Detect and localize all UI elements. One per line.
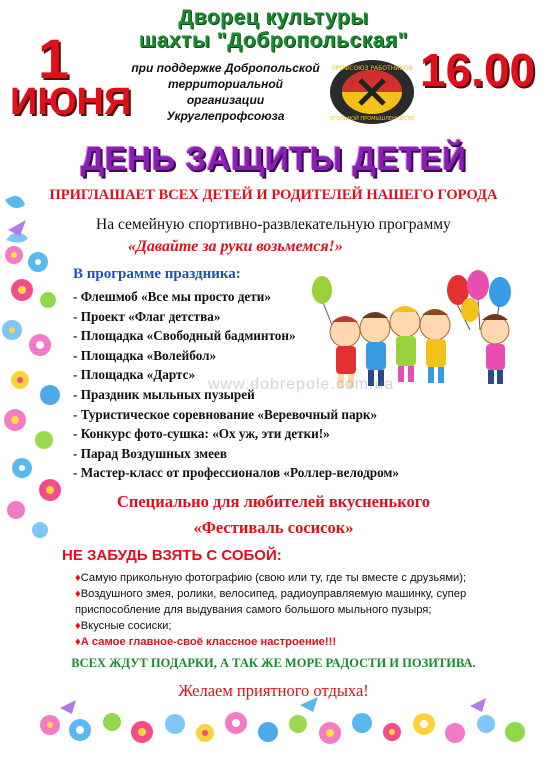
watermark: www.dobrepole.com.ua [208,376,395,393]
palace-name: Дворец культуры [178,6,369,29]
invite-text: ПРИГЛАШАЕТ ВСЕХ ДЕТЕЙ И РОДИТЕЛЕЙ НАШЕГО ГОРОДА [49,187,498,203]
program-item: - Проект «Флаг детства» [73,308,221,324]
bottom-flower-border [40,697,525,744]
bring-heading: НЕ ЗАБУДЬ ВЗЯТЬ С СОБОЙ: [62,547,282,564]
emblem-text-bottom: УГОЛЬНОЙ ПРОМЫШЛЕННОСТИ [330,116,414,122]
support-text: при поддержке Добропольской территориальной организации Укруглепрофсоюза [131,61,320,123]
bring-list [75,570,515,650]
date-day: 1 [38,27,70,90]
diamond-bullet-icon: ♦ [75,588,81,600]
program-item: - Площадка «Волейбол» [73,347,217,363]
event-time: 16.00 [420,44,536,96]
program-item: - Мастер-класс от профессионалов «Роллер-велодром» [73,465,400,481]
bring-item: ♦Вкусные сосиски; [75,620,172,632]
special-line-1: Специально для любителей вкусненького [116,492,431,511]
bring-item: ♦Воздушного змея, ролики, велосипед, радиоуправляемую машинку, супер приспособление для выдувания самого большого мыльного пузыря; [75,588,467,616]
bring-item: ♦Самую прикольную фотографию (свою или ту, где ты вместе с друзьями); [75,572,467,584]
emblem-text-top: ПРОФСОЮЗ РАБОТНИКОВ [331,65,413,72]
bring-item: ♦А самое главное-своё классное настроение!!! [75,636,337,648]
diamond-bullet-icon: ♦ [75,620,81,632]
special-section [0,489,547,541]
program-item: - Площадка «Свободный бадминтон» [73,328,296,344]
slogan: «Давайте за руки возьмемся!» [128,238,343,255]
date-month: ИЮНЯ [10,81,132,123]
diamond-bullet-icon: ♦ [75,636,81,648]
diamond-bullet-icon: ♦ [75,572,81,584]
program-item: - Парад Воздушных змеев [73,445,227,461]
mine-name: шахты "Добропольская" [138,29,409,52]
program-intro: На семейную спортивно-развлекательную программу [96,216,451,233]
program-item: - Туристическое соревнование «Веревочный парк» [73,406,378,422]
program-item: - Площадка «Дартс» [73,367,196,383]
wish-text: Желаем приятного отдыха! [178,681,369,700]
gifts-text: ВСЕХ ЖДУТ ПОДАРКИ, А ТАК ЖЕ МОРЕ РАДОСТИ И ПОЗИТИВА. [71,656,476,670]
event-banner: ДЕНЬ ЗАЩИТЫ ДЕТЕЙ [80,140,467,177]
program-item: - Флешмоб «Все мы просто дети» [73,289,271,304]
special-line-2: «Фестиваль сосисок» [193,518,354,537]
union-emblem-icon [328,58,416,126]
program-item: - Праздник мыльных пузырей [73,386,255,402]
program-item: - Конкурс фото-сушка: «Ох уж, эти детки!» [73,426,330,442]
program-heading: В программе праздника: [73,266,241,282]
